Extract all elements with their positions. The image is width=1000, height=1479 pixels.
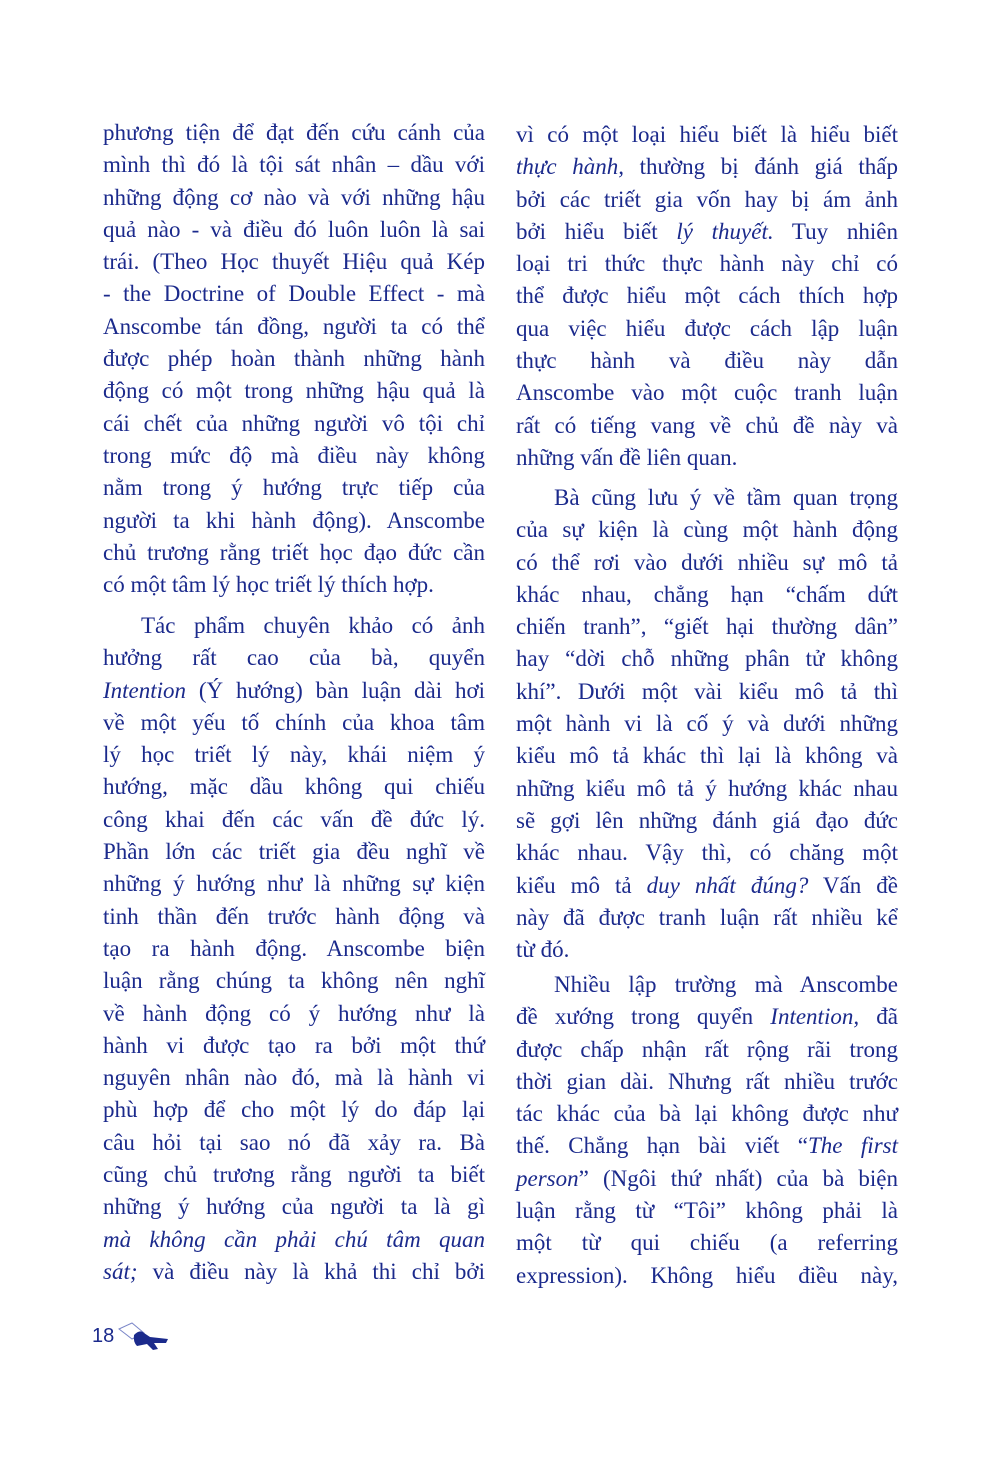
text-segment: và điều này là khả thi chỉ bởi — [137, 1258, 485, 1284]
paragraph — [516, 969, 898, 1292]
text-line: này đã được tranh luận rất nhiều kể — [516, 904, 898, 930]
text-line: về hành động có ý hướng như là — [103, 1000, 485, 1026]
text-line: sẽ gợi lên những đánh giá đạo đức — [516, 807, 898, 833]
text-line: người ta khi hành động). Anscombe — [103, 507, 485, 533]
text-line: khác nhau. Vậy thì, có chăng một — [516, 840, 898, 866]
paragraph — [103, 610, 485, 1288]
text-line: chiến tranh”, “giết hại thường dân” — [516, 614, 898, 640]
text-line: được chấp nhận rất rộng rãi trong — [516, 1036, 898, 1062]
text-line — [516, 216, 898, 248]
text-line: công khai đến các vấn đề đức lý. — [103, 806, 485, 832]
text-line: động có một trong những hậu quả là — [103, 378, 485, 404]
italic-text: lý thuyết. — [676, 218, 774, 244]
text-line: hay “dời chỗ những phân tử không — [516, 646, 898, 672]
text-line — [516, 151, 898, 183]
text-line: loại tri thức thực hành này chỉ có — [516, 251, 898, 277]
page-number: 18 — [92, 1324, 115, 1347]
italic-text: Intention — [103, 677, 187, 703]
text-line: luận rằng từ “Tôi” không phải là — [516, 1198, 898, 1224]
text-line: câu hỏi tại sao nó đã xảy ra. Bà — [103, 1129, 485, 1155]
text-line: Nhiều lập trường mà Anscombe — [554, 972, 898, 997]
text-line: hướng, mặc dầu không qui chiếu — [103, 774, 485, 800]
text-line — [516, 870, 898, 902]
text-segment: thường bị đánh giá thấp — [624, 154, 898, 180]
paragraph — [516, 482, 898, 966]
text-segment: bởi hiểu biết — [516, 218, 677, 244]
text-line: cái chết của những người vô tội chỉ — [103, 410, 485, 436]
text-line: thể được hiểu một cách thích hợp — [516, 283, 898, 309]
text-line: trong mức độ mà điều này không — [103, 442, 485, 468]
text-line: tinh thần đến trước hành động và — [103, 903, 485, 929]
text-line: khác nhau, chẳng hạn “chấm dứt — [516, 581, 898, 607]
text-line: những động cơ nào và với những hậu — [103, 184, 485, 210]
text-line: nằm trong ý hướng trực tiếp của — [103, 475, 485, 501]
italic-text: person — [516, 1165, 579, 1191]
text-line: vì có một loại hiểu biết là hiểu biết — [516, 122, 898, 147]
text-line: Phần lớn các triết gia đều nghĩ về — [103, 839, 485, 865]
text-line: một hành vi là cố ý và dưới những — [516, 711, 898, 737]
text-line: Tác phẩm chuyên khảo có ảnh — [141, 613, 485, 638]
text-line: trái. (Theo Học thuyết Hiệu quả Kép — [103, 249, 485, 275]
text-line: một từ qui chiếu (a referring — [516, 1230, 898, 1256]
text-line: tạo ra hành động. Anscombe biện — [103, 935, 485, 961]
text-segment: (Ý hướng) bàn luận dài hơi — [186, 677, 485, 703]
italic-text: The first — [808, 1133, 898, 1159]
text-line: thời gian dài. Nhưng rất nhiều trước — [516, 1068, 898, 1094]
text-line: rất có tiếng vang về chủ đề này và — [516, 412, 898, 438]
text-segment: đã — [859, 1004, 898, 1030]
italic-text: thực hành, — [516, 154, 625, 180]
text-line: Anscombe tán đồng, người ta có thể — [103, 313, 485, 339]
text-line: Bà cũng lưu ý về tầm quan trọng — [554, 485, 898, 510]
text-line — [103, 1224, 485, 1256]
italic-text: duy nhất đúng? — [646, 872, 809, 898]
text-line: luận rằng chúng ta không nên nghĩ — [103, 968, 485, 994]
text-line: - the Doctrine of Double Effect - mà — [103, 281, 485, 307]
text-line: những vấn đề liên quan. — [516, 444, 738, 470]
text-line: hành vi được tạo ra bởi một thứ — [103, 1032, 485, 1058]
text-line: tác khác của bà lại không được như — [516, 1101, 898, 1127]
text-segment: đề xướng trong quyển — [516, 1004, 771, 1030]
text-line: qua việc hiểu được cách lập luận — [516, 315, 898, 341]
text-segment: kiểu mô tả — [516, 872, 647, 898]
text-line: quả nào - và điều đó luôn luôn là sai — [103, 216, 485, 242]
text-line: những ý hướng của người ta là gì — [103, 1194, 485, 1220]
text-line: chủ trương rằng triết học đạo đức cần — [103, 539, 485, 565]
text-line: expression). Không hiểu điều này, — [516, 1262, 898, 1288]
text-line: Anscombe vào một cuộc tranh luận — [516, 380, 898, 406]
text-line: về một yếu tố chính của khoa tâm — [103, 709, 485, 735]
text-line: khí”. Dưới một vài kiểu mô tả thì — [516, 678, 898, 704]
text-line — [516, 1001, 898, 1033]
text-segment: thế. Chẳng hạn bài viết “ — [516, 1133, 808, 1159]
italic-text: sát; — [103, 1258, 138, 1284]
text-line: thực hành và điều này dẫn — [516, 348, 898, 374]
page-footer — [92, 1321, 174, 1351]
text-line: phù hợp để cho một lý do đáp lại — [103, 1097, 485, 1123]
text-segment: Vấn đề — [808, 872, 898, 898]
text-line: nguyên nhân nào đó, mà là hành vi — [103, 1065, 485, 1091]
text-line — [516, 1130, 898, 1162]
text-line: của sự kiện là cùng một hành động — [516, 517, 898, 543]
text-line: cũng chủ trương rằng người ta biết — [103, 1162, 485, 1188]
text-line: những ý hướng như là những sự kiện — [103, 871, 485, 897]
italic-text: Intention, — [770, 1004, 860, 1030]
text-line: có một tâm lý học triết lý thích hợp. — [103, 572, 434, 598]
hand-pointing-icon — [116, 1321, 174, 1351]
text-line: được phép hoàn thành những hành — [103, 346, 485, 372]
text-line: có thể rơi vào dưới nhiều sự mô tả — [516, 549, 898, 575]
text-segment: ” (Ngôi thứ nhất) của bà biện — [578, 1165, 898, 1191]
text-line: kiểu mô tả khác thì lại là không và — [516, 743, 898, 769]
text-line — [103, 675, 485, 707]
text-line — [103, 1256, 485, 1288]
italic-text: mà không cần phải chú tâm quan — [103, 1226, 485, 1252]
text-line: lý học triết lý này, khái niệm ý — [103, 742, 485, 768]
text-line: hưởng rất cao của bà, quyển — [103, 645, 485, 671]
paragraph — [103, 117, 485, 601]
text-line: phương tiện để đạt đến cứu cánh của — [103, 120, 485, 145]
text-line: bởi các triết gia vốn hay bị ám ảnh — [516, 186, 898, 212]
text-line: từ đó. — [516, 937, 570, 963]
text-line: những kiểu mô tả ý hướng khác nhau — [516, 775, 898, 801]
text-segment: Tuy nhiên — [773, 218, 898, 244]
text-line — [516, 1163, 898, 1195]
paragraph — [516, 119, 898, 474]
text-line: mình thì đó là tội sát nhân – dầu với — [103, 152, 485, 178]
